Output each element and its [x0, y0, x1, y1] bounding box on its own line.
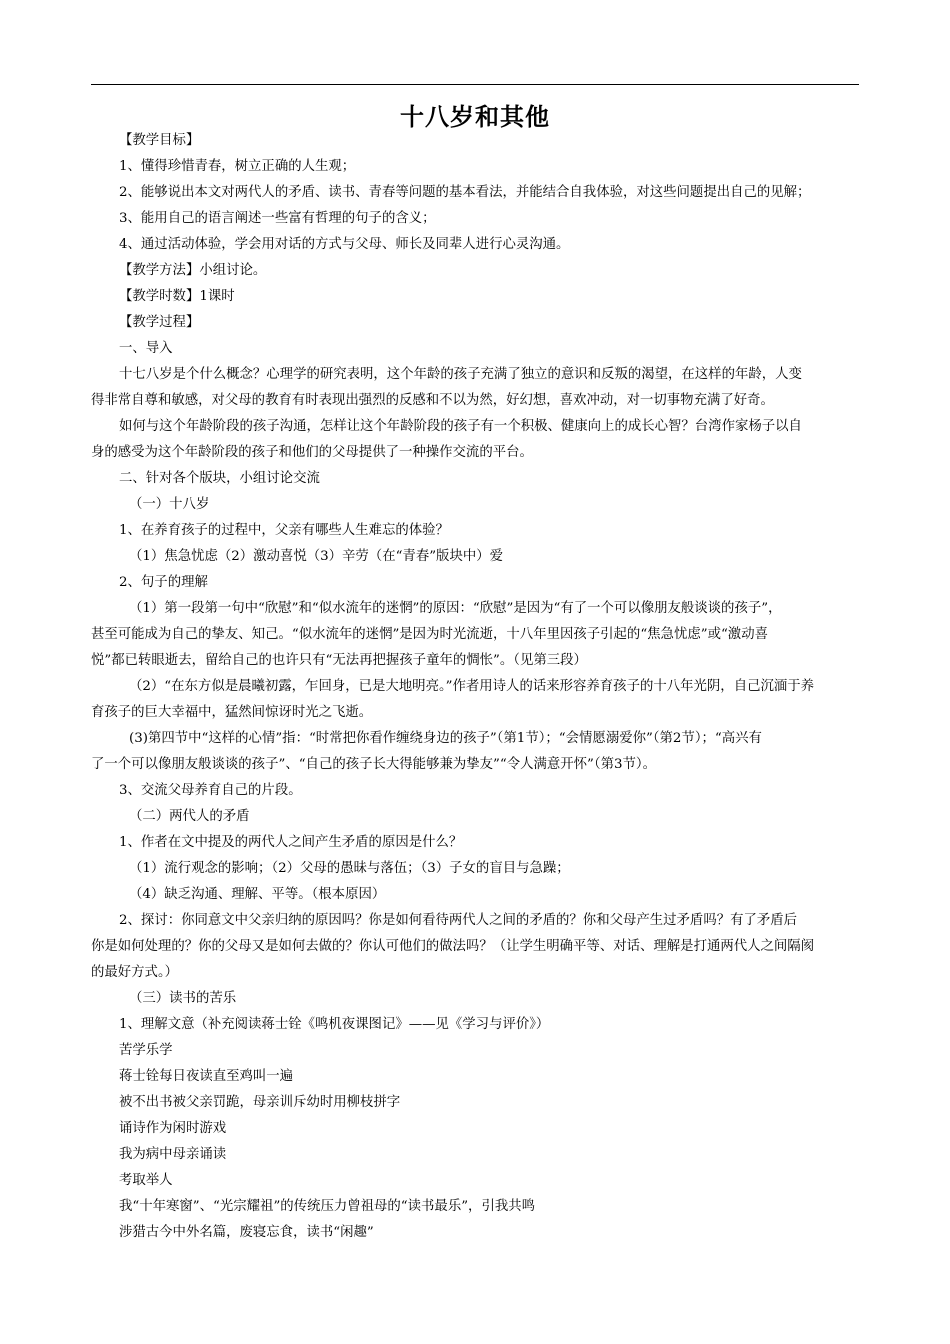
answer: （1）焦急忧虑（2）激动喜悦（3）辛劳（在“青春”版块中）爱	[129, 549, 504, 564]
header-rule	[91, 84, 859, 85]
teaching-method: 【教学方法】小组讨论。	[119, 263, 267, 278]
step-heading: 一、导入	[119, 341, 173, 356]
list-item: 蒋士铨每日夜读直至鸡叫一遍	[119, 1069, 294, 1084]
list-item: 涉猎古今中外名篇，废寝忘食，读书“闲趣”	[119, 1225, 374, 1240]
subsection-heading: （二）两代人的矛盾	[129, 809, 250, 824]
question: 2、句子的理解	[119, 575, 208, 590]
paragraph: (3)第四节中“这样的心情”指：“时常把你看作缠绕身边的孩子”（第1节）；“会情愿溺爱你”（第2节）；“高兴有 了一个可以像朋友般谈谈的孩子”、“自己的孩子长大得能够兼为挚友”“令人满意开怀”（第3节）。	[91, 731, 762, 772]
list-item: 被不出书被父亲罚跪，母亲训斥幼时用柳枝拼字	[119, 1095, 401, 1110]
objective-item: 2、能够说出本文对两代人的矛盾、读书、青春等问题的基本看法，并能结合自我体验，对这些问题提出自己的见解；	[119, 185, 811, 200]
section-heading-process: 【教学过程】	[119, 315, 200, 330]
step-heading: 二、针对各个版块，小组讨论交流	[119, 471, 320, 486]
section-heading-objectives: 【教学目标】	[119, 133, 200, 148]
teaching-hours: 【教学时数】1课时	[119, 289, 235, 304]
question: 1、理解文意（补充阅读蒋士铨《鸣机夜课图记》——见《学习与评价》）	[119, 1017, 550, 1032]
paragraph: 如何与这个年龄阶段的孩子沟通，怎样让这个年龄阶段的孩子有一个积极、健康向上的成长心智？台湾作家杨子以自 身的感受为这个年龄阶段的孩子和他们的父母提供了一种操作交流的平台。	[91, 419, 802, 460]
list-item: 苦学乐学	[119, 1043, 173, 1058]
page-title: 十八岁和其他	[400, 102, 550, 131]
paragraph: 2、探讨：你同意文中父亲归纳的原因吗？你是如何看待两代人之间的矛盾的？你和父母产生过矛盾吗？有了矛盾后 你是如何处理的？你的父母又是如何去做的？你认可他们的做法吗？（让学生明确平等、对话、理解是打通两代人之间隔阂 的最好方式。）	[91, 913, 815, 980]
list-item: 我“十年寒窗”、“光宗耀祖”的传统压力曾祖母的“读书最乐”，引我共鸣	[119, 1199, 536, 1214]
paragraph: （2）“在东方似是晨曦初露，乍回身，已是大地明亮。”作者用诗人的话来形容养育孩子的十八年光阴，自己沉湎于养 育孩子的巨大幸福中，猛然间惊讶时光之飞逝。	[91, 679, 815, 720]
question: 3、交流父母养育自己的片段。	[119, 783, 302, 798]
question: 1、在养育孩子的过程中，父亲有哪些人生难忘的体验？	[119, 523, 449, 538]
objective-item: 3、能用自己的语言阐述一些富有哲理的句子的含义；	[119, 211, 436, 226]
list-item: 诵诗作为闲时游戏	[119, 1121, 227, 1136]
objective-item: 1、懂得珍惜青春，树立正确的人生观；	[119, 159, 356, 174]
paragraph: 十七八岁是个什么概念？心理学的研究表明，这个年龄的孩子充满了独立的意识和反叛的渴望，在这样的年龄，人变 得非常自尊和敏感，对父母的教育有时表现出强烈的反感和不以为然，好幻想，喜欢冲动，对一切事物充满了好奇。	[91, 367, 802, 408]
subsection-heading: （一）十八岁	[129, 497, 210, 512]
paragraph: （1）第一段第一句中“欣慰”和“似水流年的迷惘”的原因：“欣慰”是因为“有了一个可以像朋友般谈谈的孩子”， 甚至可能成为自己的挚友、知己。“似水流年的迷惘”是因为时光流逝，十八年里因孩子引起的“焦急忧虑”或“激动喜 悦”都已转眼逝去，留给自己的也许只有“无法再把握孩子童年的惆怅”。（见第三段）	[91, 601, 782, 668]
question: 1、作者在文中提及的两代人之间产生矛盾的原因是什么？	[119, 835, 463, 850]
list-item: 考取举人	[119, 1173, 173, 1188]
answer: （1）流行观念的影响；（2）父母的愚昧与落伍；（3）子女的盲目与急躁；	[129, 861, 570, 876]
answer: （4）缺乏沟通、理解、平等。（根本原因）	[129, 887, 386, 902]
list-item: 我为病中母亲诵读	[119, 1147, 227, 1162]
objective-item: 4、通过活动体验，学会用对话的方式与父母、师长及同辈人进行心灵沟通。	[119, 237, 570, 252]
subsection-heading: （三）读书的苦乐	[129, 991, 237, 1006]
document-body	[91, 128, 861, 1246]
